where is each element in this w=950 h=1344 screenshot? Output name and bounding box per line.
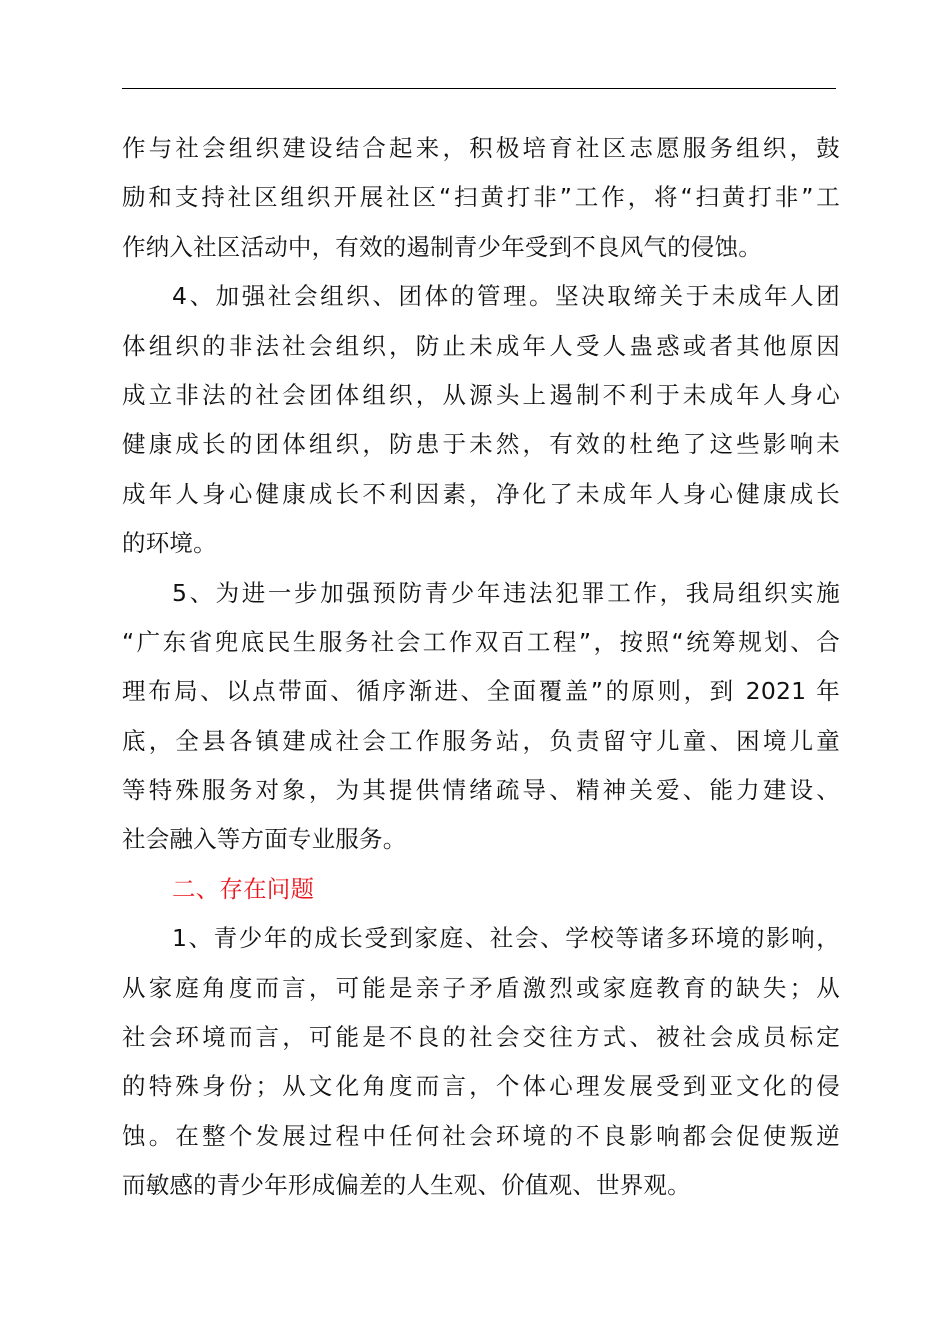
paragraph-line: 底，全县各镇建成社会工作服务站，负责留守儿童、困境儿童 xyxy=(122,726,840,755)
paragraph-line: 励和支持社区组织开展社区“扫黄打非”工作，将“扫黄打非”工 xyxy=(122,183,840,212)
paragraph-line: 社会环境而言，可能是不良的社会交往方式、被社会成员标定 xyxy=(122,1023,840,1052)
paragraph-line: 健康成长的团体组织，防患于未然，有效的杜绝了这些影响未 xyxy=(122,430,840,459)
header-rule xyxy=(122,88,836,89)
section-heading: 二、存在问题 xyxy=(172,874,315,903)
paragraph-line: 作与社会组织建设结合起来，积极培育社区志愿服务组织，鼓 xyxy=(122,134,840,162)
paragraph-line: 作纳入社区活动中，有效的遏制青少年受到不良风气的侵蚀。 xyxy=(122,232,762,261)
paragraph-line: 社会融入等方面专业服务。 xyxy=(122,825,407,854)
document-body xyxy=(122,124,840,1211)
paragraph-line: 体组织的非法社会组织，防止未成年人受人蛊惑或者其他原因 xyxy=(122,331,840,360)
paragraph-line: 成年人身心健康成长不利因素，净化了未成年人身心健康成长 xyxy=(122,479,840,508)
paragraph-line: 等特殊服务对象，为其提供情绪疏导、精神关爱、能力建设、 xyxy=(122,776,840,805)
paragraph-line: “广东省兜底民生服务社会工作双百工程”，按照“统筹规划、合 xyxy=(122,627,840,656)
paragraph-line: 的环境。 xyxy=(122,529,217,558)
paragraph-line: 蚀。在整个发展过程中任何社会环境的不良影响都会促使叛逆 xyxy=(122,1121,840,1150)
paragraph-line: 5、为进一步加强预防青少年违法犯罪工作，我局组织实施 xyxy=(172,578,840,607)
paragraph-line: 1、青少年的成长受到家庭、社会、学校等诸多环境的影响， xyxy=(172,924,840,953)
paragraph-line: 的特殊身份；从文化角度而言，个体心理发展受到亚文化的侵 xyxy=(122,1072,840,1101)
paragraph-line: 而敏感的青少年形成偏差的人生观、价值观、世界观。 xyxy=(122,1171,691,1200)
paragraph-line: 从家庭角度而言，可能是亲子矛盾激烈或家庭教育的缺失；从 xyxy=(122,973,840,1002)
paragraph-line: 4、加强社会组织、团体的管理。坚决取缔关于未成年人团 xyxy=(172,282,840,311)
paragraph-line: 成立非法的社会团体组织，从源头上遏制不利于未成年人身心 xyxy=(122,380,840,409)
paragraph-line: 理布局、以点带面、循序渐进、全面覆盖”的原则，到 2021 年 xyxy=(122,677,840,706)
